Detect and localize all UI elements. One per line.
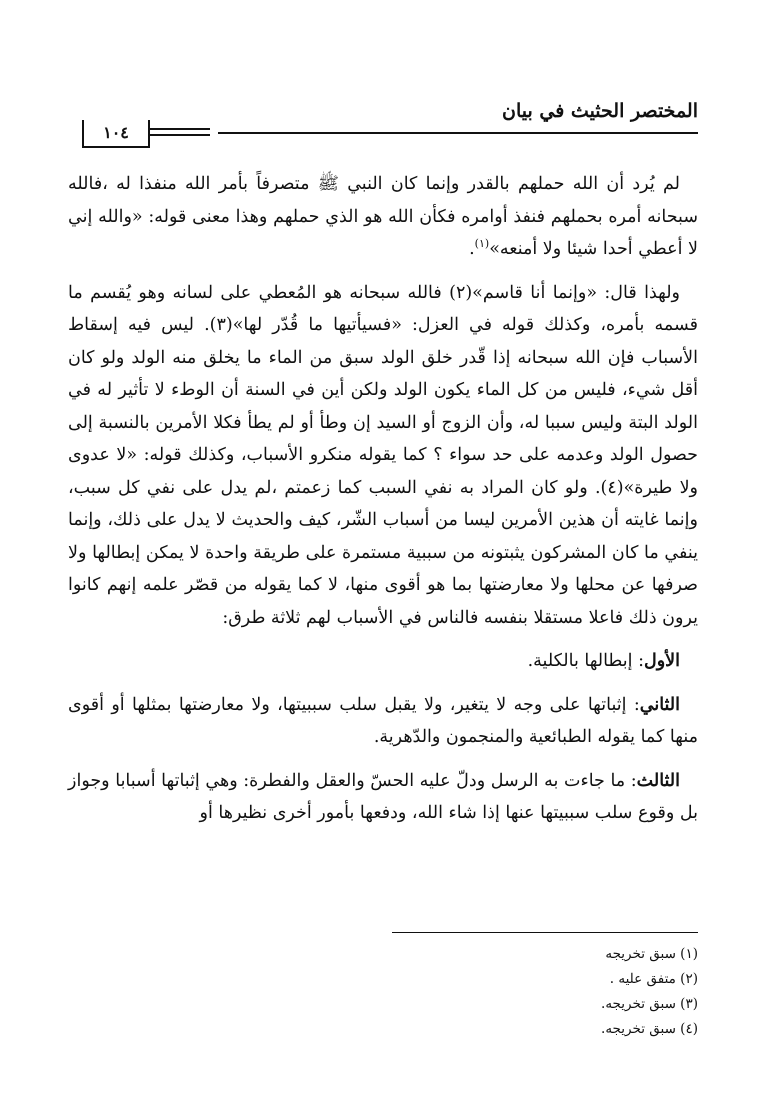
paragraph-4 (68, 689, 698, 754)
footnote-4: (٤) سبق تخريجه. (601, 1021, 698, 1037)
running-title: المختصر الحثيث في بيان (502, 100, 698, 122)
footnote-separator (392, 932, 698, 933)
paragraph-text: ولهذا قال: «وإنما أنا قاسم»(٢) فالله سبحانه هو المُعطي على لسانه وهو يُقسم ما قسمه بأمره، وكذلك قوله في العزل: «فسيأتيها ما قُدّر لها»(٣). ليس فيه إسقاط الأسباب فإن الله سبحانه إذا قّدر خلق الولد سبق من الماء ما يخلق منه الولد ولو كان أقل شيء، فليس من كل الماء يكون الولد ولكن أين في السنة أن الوطء لا تأثير له في الولد البتة وليس سببا له، وأن الزوج أو السيد إن وطأ أو لم يطأ فكلا الأمرين بالنسبة إلى حصول الولد وعدمه على حد سواء ؟ كما يقوله منكرو الأسباب، وكذلك قوله: «لا عدوى ولا طيرة»(٤). ولو كان المراد به نفي السبب كما زعمتم ،لم يدل على نفي كل سبب، وإنما غايته أن هذين الأمرين ليسا من أسباب الشّر، كيف والحديث لا يدل على ذلك، وإنما ينفي ما كان المشركون يثبتونه من سببية مستمرة على طريقة واحدة لا يمكن إبطالها ولا صرفها عن محلها ولا معارضتها بما هو أقوى منها، لا كما يقوله من قصّر علمه إنهم كانوا يرون ذلك فاعلا مستقلا بنفسه فالناس في الأسباب لهم ثلاثة طرق: (68, 282, 699, 628)
list-label: الثالث (636, 770, 680, 791)
decorative-bars (150, 128, 210, 138)
list-label: الأول (643, 651, 680, 671)
paragraph-text: لم يُرد أن الله حملهم بالقدر وإنما كان النبي ﷺ متصرفاً بأمر الله منفذا له ،فالله سبحانه أمره بحملهم فنفذ أوامره فكأن الله هو الذي حملهم وهذا معنى قوله: «والله إني لا أعطي أحدا شيئا ولا أمنعه» (68, 174, 698, 259)
footnote-ref: (١) (474, 237, 490, 251)
footnotes (380, 942, 698, 1042)
header-rule (218, 132, 698, 134)
paragraph-text: : ما جاءت به الرسل ودلّ عليه الحسّ والعقل والفطرة: وهي إثباتها أسبابا وجواز بل وقوع سلب سببيتها عنها إذا شاء الله، ودفعها بأمور أخرى نظيرها أو (68, 770, 698, 823)
footnote-1: (١) سبق تخريجه (605, 946, 698, 962)
body-text (68, 168, 698, 841)
paragraph-2 (68, 277, 698, 635)
footnote-2: (٢) متفق عليه . (609, 971, 698, 987)
page-number: ١٠٤ (82, 120, 150, 148)
footnote-3: (٣) سبق تخريجه. (601, 996, 698, 1012)
page-header (68, 100, 698, 150)
list-label: الثاني (639, 694, 680, 715)
paragraph-text: : إثباتها على وجه لا يتغير، ولا يقبل سلب سببيتها، ولا معارضتها بمثلها أو أقوى منها كما يقوله الطبائعية والمنجمون والدّهرية. (68, 694, 698, 747)
paragraph-text: : إبطالها بالكلية. (527, 651, 644, 671)
paragraph-tail: . (469, 239, 475, 259)
paragraph-1 (68, 168, 698, 266)
paragraph-5 (68, 765, 698, 830)
paragraph-3 (68, 645, 698, 678)
